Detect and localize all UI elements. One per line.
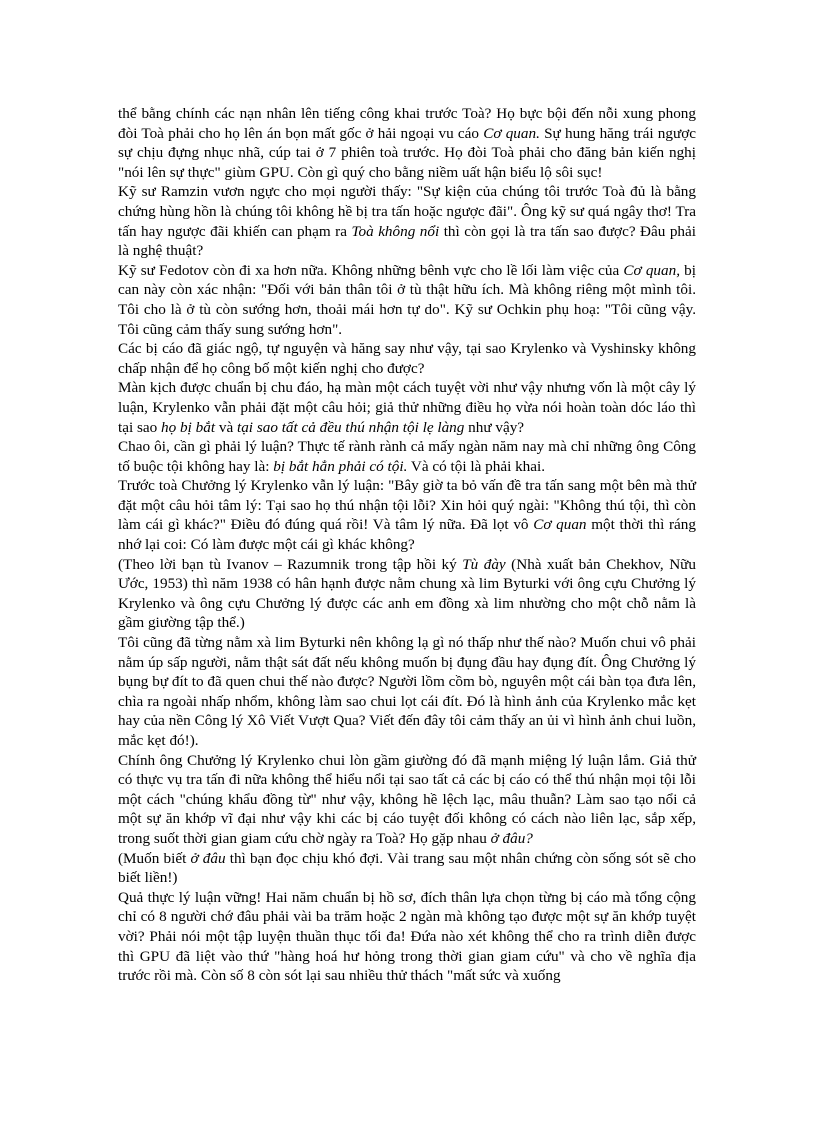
document-page bbox=[118, 104, 696, 986]
paragraph bbox=[118, 104, 696, 182]
paragraph bbox=[118, 261, 696, 339]
text-run: Chính ông Chưởng lý Krylenko chui lòn gầm giường đó đã mạnh miệng lý luận lắm. Giả thử có thực vụ tra tấn đi nữa không thể hiểu nổi tại sao tất cả các bị cáo có thể thú nhận mọi tội lỗi một cách "chúng khẩu đồng từ" như vậy, không hề lệch lạc, mâu thuẫn? Làm sao tạo nổi cả một sự ăn khớp vĩ đại như vậy khi các bị cáo tuyệt đối không có cách nào liên lạc, sắp xếp, trong suốt thời gian giam cứu chờ ngày ra Toà? Họ gặp nhau bbox=[118, 751, 696, 847]
text-run: Kỹ sư Ramzin vươn ngực cho mọi người thấy: "Sự kiện của chúng tôi trước Toà đủ là bằng chứng hùng hồn là chúng tôi không hề bị tra tấn hoặc ngược đãi". Ông kỹ sư quá ngây thơ! Tra tấn hay ngược đãi khiến can phạm ra bbox=[118, 183, 696, 240]
text-run: (Nhà xuất bản Chekhov, Nữu Ước, 1953) thì năm 1938 có hân hạnh được nằm chung xà lim Byturki với ông cựu Chưởng lý Krylenko và ông cựu Chưởng lý được các anh em đồng xà lim nhường cho một chỗ nằm là gầm giường tập thể.) bbox=[118, 555, 696, 632]
text-run: như vậy? bbox=[464, 418, 525, 436]
text-run: thì bạn đọc chịu khó đợi. Vài trang sau một nhân chứng còn sống sót sẽ cho biết liền!) bbox=[118, 849, 696, 887]
paragraph bbox=[118, 182, 696, 260]
text-run: Kỹ sư Fedotov còn đi xa hơn nữa. Không những bênh vực cho lề lối làm việc của bbox=[118, 261, 624, 279]
text-run: Sự hung hăng trái ngược sự chịu đựng nhục nhã, cúp tai ở 7 phiên toà trước. Họ đòi Toà phải cho đăng bản kiến nghị "nói lên sự thực" giùm GPU. Còn gì quý cho bằng niềm uất hận biểu lộ sôi sục! bbox=[118, 124, 696, 181]
text-run: Màn kịch được chuẩn bị chu đáo, hạ màn một cách tuyệt vời như vậy nhưng vốn là một cây lý luận, Krylenko vẫn phải đặt một câu hỏi; giả thử những điều họ vừa nói hoàn toàn dóc láo thì tại sao bbox=[118, 379, 696, 436]
italic-run: bị bắt hẳn phải có tội. bbox=[273, 457, 408, 475]
text-run: thể bằng chính các nạn nhân lên tiếng công khai trước Toà? Họ bực bội đến nỗi xung phong đòi Toà phải cho họ lên án bọn mất gốc ở hải ngoại vu cáo bbox=[118, 105, 696, 142]
italic-run: ở đâu? bbox=[490, 829, 533, 847]
paragraph bbox=[118, 476, 696, 554]
italic-run: Tù đày bbox=[462, 555, 506, 573]
text-run: và bbox=[215, 418, 237, 436]
italic-run: tại sao tất cả đều thú nhận tội lẹ làng bbox=[236, 418, 465, 436]
paragraph bbox=[118, 888, 696, 986]
paragraph bbox=[118, 633, 696, 751]
text-run: một thời thì ráng nhớ lại coi: Có làm được một cái gì khác không? bbox=[118, 516, 696, 554]
italic-run: Toà không nổi bbox=[351, 222, 440, 240]
text-run: Tôi cũng đã từng nằm xà lim Byturki nên không lạ gì nó thấp như thế nào? Muốn chui vô phải nằm úp sấp người, nằm thật sát đất nếu không muốn bị đụng đầu hay đụng đít. Ông Chưởng lý bụng bự đít to đã quen chui thế nào được? Người lồm cồm bò, nguyên một cái bàn tọa đưa lên, chìa ra ngoài nhấp nhổm, không làm sao chui lọt cái đít. Đó là hình ảnh của Krylenko mắc kẹt hay của nền Công lý Xô Viết Vượt Qua? Viết đến đây tôi cảm thấy an ủi vì hình ảnh chui luồn, mắc kẹt đó!). bbox=[118, 634, 696, 749]
text-run: Trước toà Chưởng lý Krylenko vẫn lý luận: "Bây giờ ta bỏ vấn đề tra tấn sang một bên mà thử đặt một câu hỏi tâm lý: Tại sao họ thú nhận tội lỗi? Xin hỏi quý ngài: "Không thú tội, thì còn làm cái gì khác?" Điều đó đúng quá rồi! Và tâm lý nữa. Đã lọt vô bbox=[118, 477, 696, 534]
text-run: thì còn gọi là tra tấn sao được? Đâu phải là nghệ thuật? bbox=[118, 222, 696, 260]
paragraph bbox=[118, 339, 696, 378]
paragraph bbox=[118, 751, 696, 849]
italic-run: họ bị bắt bbox=[161, 418, 216, 436]
paragraph bbox=[118, 437, 696, 476]
text-run: bị can này còn xác nhận: "Đối với bản thân tôi ở tù thật hữu ích. Mà không riêng một mình tôi. Tôi cho là ở tù còn sướng hơn, thoải mái hơn tự do". Kỹ sư Ochkin phụ hoạ: "Tôi cũng vậy. Tôi cũng cảm thấy sung sướng hơn". bbox=[118, 261, 696, 338]
text-run: Và có tội là phải khai. bbox=[407, 457, 546, 475]
paragraph bbox=[118, 555, 696, 633]
italic-run: ở đâu bbox=[190, 849, 226, 867]
italic-run: Cơ quan. bbox=[483, 124, 540, 142]
text-run: Các bị cáo đã giác ngộ, tự nguyện và hăng say như vậy, tại sao Krylenko và Vyshinsky không chấp nhận để họ công bố một kiến nghị cho được? bbox=[118, 340, 696, 377]
text-run: Quả thực lý luận vững! Hai năm chuẩn bị hồ sơ, đích thân lựa chọn từng bị cáo mà tổng cộng chỉ có 8 người chớ đâu phải vài ba trăm hoặc 2 ngàn mà không tạo được một sự ăn khớp tuyệt vời? Phải nói một tập luyện thuần thục tối đa! Đứa nào xét không thể cho ra trình diễn được thì GPU đã liệt vào thứ "hàng hoá hư hỏng trong thời gian giam cứu" và cho về nghĩa địa trước rồi mà. Còn số 8 còn sót lại sau nhiều thử thách "mất sức và xuống bbox=[118, 888, 696, 985]
italic-run: Cơ quan bbox=[533, 516, 587, 534]
text-run: Chao ôi, cần gì phải lý luận? Thực tế rành rành cả mấy ngàn năm nay mà chỉ những ông Công tố buộc tội không hay là: bbox=[118, 438, 696, 475]
paragraph bbox=[118, 378, 696, 437]
text-run: (Theo lời bạn tù Ivanov – Razumnik trong tập hồi ký bbox=[118, 555, 463, 573]
text-run: (Muốn biết bbox=[118, 849, 191, 867]
paragraph bbox=[118, 849, 696, 888]
italic-run: Cơ quan, bbox=[623, 261, 680, 279]
